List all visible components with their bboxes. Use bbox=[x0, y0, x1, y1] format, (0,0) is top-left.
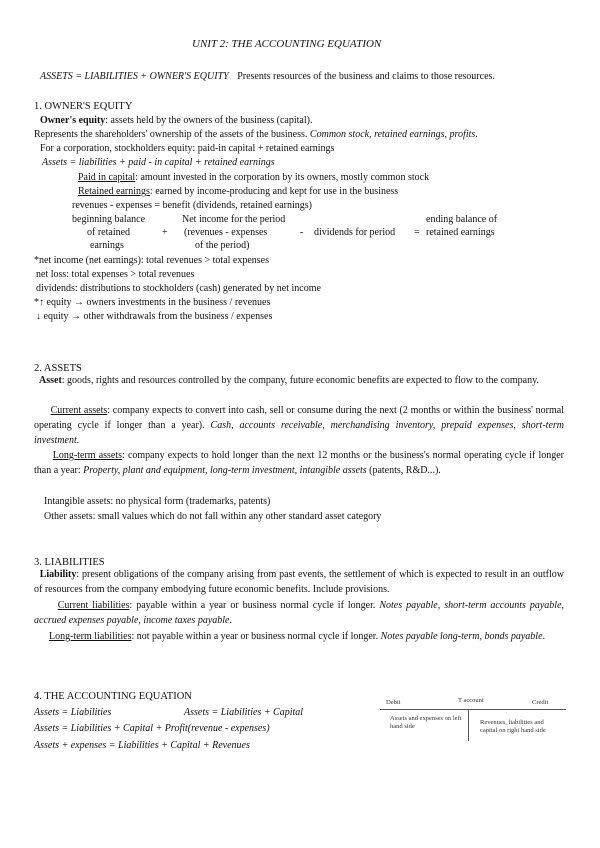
owners-equity-definition bbox=[40, 114, 312, 127]
paid-in-capital-text: : amount invested in the corporation by its owners, mostly common stock bbox=[135, 172, 430, 183]
current-assets-examples: Cash, accounts receivable, merchandising inventory, prepaid expenses, short-term investment. bbox=[34, 420, 564, 446]
calc-dividends: dividends for period bbox=[314, 227, 396, 238]
section3-heading: 3. LIABILITIES bbox=[34, 557, 105, 568]
asset-term: Asset bbox=[39, 375, 62, 386]
equation-1b: Assets = Liabilities + Capital bbox=[184, 707, 304, 718]
calc-plus: + bbox=[162, 227, 168, 238]
note-equity-up: *↑ equity → owners investments in the business / revenues bbox=[34, 297, 271, 308]
intro-line bbox=[40, 70, 495, 83]
other-assets-line: Other assets: small values which do not fall within any other standard asset category bbox=[44, 511, 382, 522]
calc-revenues-expenses: (revenues - expenses bbox=[184, 227, 268, 238]
long-term-assets-end: (patents, R&D...). bbox=[369, 465, 441, 476]
note-dividends: dividends: distributions to stockholders (cash) generated by net income bbox=[36, 283, 321, 294]
ownership-line: Represents the shareholders' ownership of the assets of the business. Common stock, retained earnings, profits. bbox=[34, 129, 478, 140]
t-account-diagram bbox=[380, 697, 566, 745]
calc-retained-earnings: retained earnings bbox=[426, 227, 495, 238]
note-net-loss: net loss: total expenses > total revenues bbox=[36, 269, 195, 280]
long-term-liabilities-examples: Notes payable long-term, bonds payable bbox=[380, 631, 543, 642]
current-liabilities-text: : payable within a year or business normal cycle if longer. bbox=[129, 600, 376, 611]
liability-definition bbox=[34, 567, 564, 597]
long-term-assets-paragraph bbox=[34, 448, 564, 478]
calc-of-the-period: of the period) bbox=[195, 240, 250, 251]
t-account-credit: Credit bbox=[532, 699, 549, 706]
intangible-assets-line: Intangible assets: no physical form (trademarks, patents) bbox=[44, 496, 271, 507]
equation-3: Assets + expenses = Liabilities + Capital + Revenues bbox=[34, 740, 250, 751]
equation-2: Assets = Liabilities + Capital + Profit(revenue - expenses) bbox=[34, 723, 270, 734]
long-term-liabilities-paragraph: Long-term liabilities: not payable within a year or business normal cycle if longer. Notes payable long-term, bonds payable. bbox=[49, 631, 546, 642]
current-liabilities-paragraph: Current liabilities: payable within a year or business normal cycle if longer. Notes payable, short-term accounts payable, accrued expenses payable, income taxes payable. bbox=[34, 600, 565, 626]
long-term-liabilities-term: Long-term liabilities bbox=[49, 631, 132, 642]
section2-heading: 2. ASSETS bbox=[34, 363, 82, 374]
paid-in-capital-term: Paid in capital bbox=[78, 172, 136, 183]
intro-text: Presents resources of the business and claims to those resources. bbox=[237, 71, 495, 82]
intro-equation: ASSETS = LIABILITIES + OWNER'S EQUITY bbox=[40, 71, 229, 82]
stockholders-equity-line: For a corporation, stockholders equity: paid-in capital + retained earnings bbox=[40, 143, 335, 154]
t-account-title: T account bbox=[458, 697, 484, 704]
owners-equity-text: : assets held by the owners of the business (capital). bbox=[105, 115, 313, 126]
retained-earnings-text: : earned by income-producing and kept for use in the business bbox=[149, 186, 399, 197]
owners-equity-term: Owner's equity bbox=[40, 115, 106, 126]
ownership-examples: Common stock, retained earnings, profits bbox=[309, 129, 476, 140]
long-term-liabilities-text: : not payable within a year or business normal cycle if longer. bbox=[131, 631, 379, 642]
liability-term: Liability bbox=[39, 569, 77, 580]
revenues-expenses-line: revenues - expenses = benefit (dividends, retained earnings) bbox=[72, 200, 312, 211]
current-assets-term: Current assets bbox=[50, 405, 108, 416]
retained-earnings-term: Retained earnings bbox=[78, 186, 150, 197]
current-liabilities-examples: Notes payable, short-term accounts payable, accrued expenses payable, income taxes payable bbox=[34, 600, 565, 626]
current-assets-paragraph bbox=[34, 403, 564, 448]
current-assets-text: : company expects to convert into cash, sell or consume during the next (2 months or within the business' normal operating cycle if longer than a year). bbox=[34, 405, 564, 431]
long-term-assets-examples: Property, plant and equipment, long-term investment, intangible assets bbox=[83, 465, 367, 476]
section1-heading: 1. OWNER'S EQUITY bbox=[34, 101, 133, 112]
t-account-horizontal-line bbox=[380, 709, 566, 710]
retained-earnings-line bbox=[78, 185, 398, 198]
calc-of-retained: of retained bbox=[87, 227, 131, 238]
t-account-left-text: Assets and expenses on left hand side bbox=[390, 715, 462, 730]
liability-text: : present obligations of the company arising from past events, the settlement of which is expected to result in an outflow of resources from the company embodying future economic benefits. Include provisions. bbox=[34, 569, 565, 595]
note-equity-down: ↓ equity → other withdrawals from the business / expenses bbox=[36, 311, 273, 322]
asset-text: : goods, rights and resources controlled by the company, future economic benefits are expected to flow to the company. bbox=[61, 375, 539, 386]
paid-in-capital-line bbox=[78, 171, 429, 184]
t-account-right-text: Revenues, liabilities and capital on right hand side bbox=[480, 719, 546, 734]
equation-1a: Assets = Liabilities bbox=[34, 707, 112, 718]
calc-earnings: earnings bbox=[90, 240, 124, 251]
calc-ending-balance: ending balance of bbox=[426, 214, 498, 225]
section4-heading: 4. THE ACCOUNTING EQUATION bbox=[34, 691, 192, 702]
note-net-income: *net income (net earnings): total revenues > total expenses bbox=[34, 255, 270, 266]
current-liabilities-term: Current liabilities bbox=[57, 600, 130, 611]
equity-formula: Assets = liabilities + paid - in capital + retained earnings bbox=[42, 157, 275, 168]
calc-equals: = bbox=[414, 227, 420, 238]
ownership-text: Represents the shareholders' ownership of the assets of the business. bbox=[34, 129, 308, 140]
calc-beginning-balance: beginning balance bbox=[72, 214, 146, 225]
long-term-assets-term: Long-term assets bbox=[52, 450, 123, 461]
t-account-vertical-line bbox=[468, 709, 469, 741]
long-term-assets-text: : company expects to hold longer than the next 12 months or the business's normal operating cycle if longer than a year: bbox=[34, 450, 565, 476]
asset-definition bbox=[34, 373, 564, 388]
calc-net-income: Net income for the period bbox=[182, 214, 286, 225]
t-account-debit: Debit bbox=[386, 699, 401, 706]
calc-minus: - bbox=[300, 227, 304, 238]
document-title: UNIT 2: THE ACCOUNTING EQUATION bbox=[192, 38, 382, 50]
